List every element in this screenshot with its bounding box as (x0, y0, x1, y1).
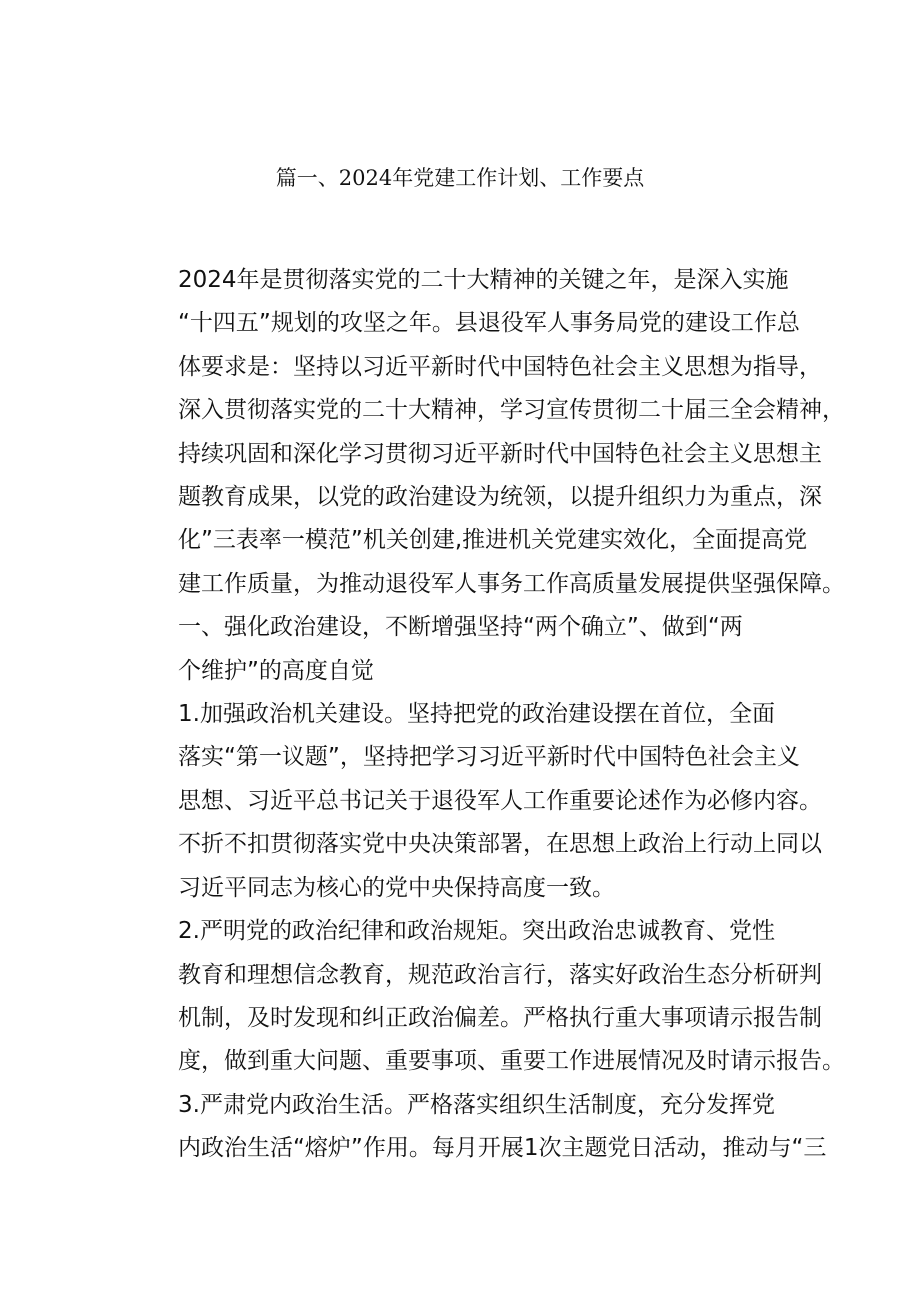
section-heading-1 (132, 606, 798, 693)
text-line: 习近平同志为核心的党中央保持高度一致。 (178, 874, 615, 901)
paragraph-item-2 (132, 910, 845, 1084)
text-line: 落实“第一议题”，坚持把学习习近平新时代中国特色社会主义 (178, 744, 800, 771)
text-line: 体要求是：坚持以习近平新时代中国特色社会主义思想为指导， (178, 353, 822, 380)
text-line: 持续巩固和深化学习贯彻习近平新时代中国特色社会主义思想主 (178, 440, 822, 467)
text-line: “十四五”规划的攻坚之年。县退役军人事务局党的建设工作总 (178, 310, 800, 337)
paragraph-intro (132, 259, 845, 606)
paragraph-item-3 (132, 1084, 827, 1171)
text-line: 化”三表率一模范”机关创建,推进机关党建实效化，全面提高党 (178, 527, 808, 554)
paragraph-item-1 (132, 693, 822, 910)
text-line: 建工作质量，为推动退役军人事务工作高质量发展提供坚强保障。 (178, 570, 845, 597)
text-line: 1.加强政治机关建设。坚持把党的政治建设摆在首位，全面 (178, 701, 775, 728)
text-line: 内政治生活“熔炉”作用。每月开展1次主题党日活动，推动与“三 (178, 1135, 827, 1162)
text-line: 教育和理想信念教育，规范政治言行，落实好政治生态分析研判 (178, 961, 822, 988)
text-line: 度，做到重大问题、重要事项、重要工作进展情况及时请示报告。 (178, 1048, 845, 1075)
text-line: 2024年是贯彻落实党的二十大精神的关键之年，是深入实施 (178, 267, 789, 293)
document-body (132, 259, 845, 1171)
text-line: 机制，及时发现和纠正政治偏差。严格执行重大事项请示报告制 (178, 1004, 822, 1031)
text-line: 题教育成果，以党的政治建设为统领，以提升组织力为重点，深 (178, 484, 822, 511)
text-line: 2.严明党的政治纪律和政治规矩。突出政治忠诚教育、党性 (178, 918, 775, 945)
text-line: 个维护”的高度自觉 (178, 657, 374, 684)
text-line: 3.严肃党内政治生活。严格落实组织生活制度，充分发挥党 (178, 1091, 775, 1118)
document-title: 篇一、2024年党建工作计划、工作要点 (275, 166, 645, 190)
text-line: 不折不扣贯彻落实党中央决策部署，在思想上政治上行动上同以 (178, 831, 822, 858)
text-line: 思想、习近平总书记关于退役军人工作重要论述作为必修内容。 (178, 787, 822, 814)
text-line: 深入贯彻落实党的二十大精神，学习宣传贯彻二十届三全会精神， (178, 397, 845, 424)
text-line: 一、强化政治建设，不断增强坚持“两个确立”、做到“两 (178, 614, 743, 641)
